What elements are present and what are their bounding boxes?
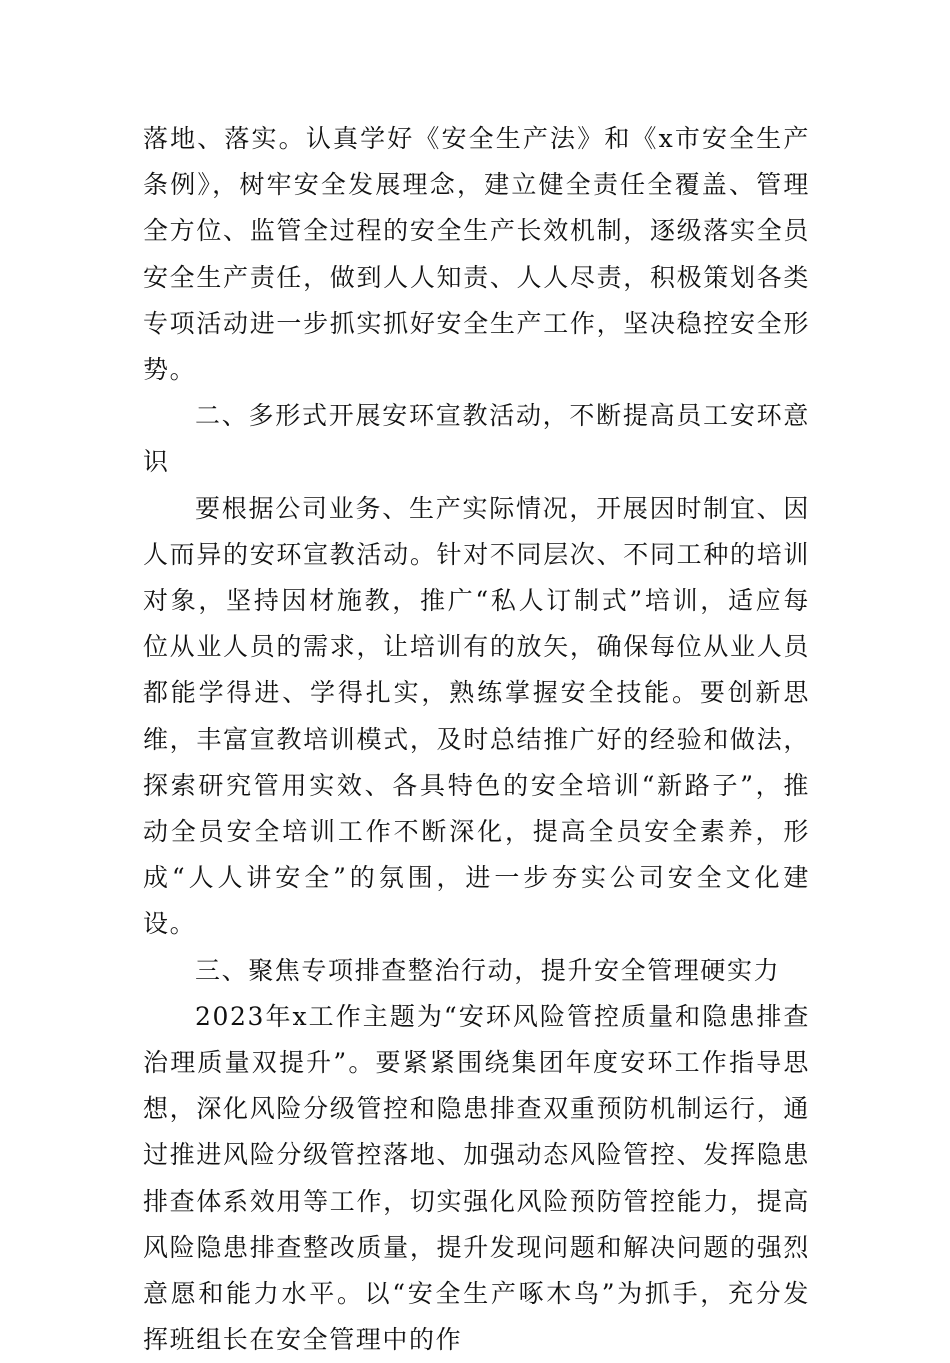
paragraph-risk-control: 2023年x工作主题为“安环风险管控质量和隐患排查治理质量双提升”。要紧紧围绕集团年度安环工作指导思想，深化风险分级管控和隐患排查双重预防机制运行，通过推进风险分级管控落地、加强动态风险管控、发挥隐患排查体系效用等工作，切实强化风险预防管控能力，提高风险隐患排查整改质量，提升发现问题和解决问题的强烈意愿和能力水平。以“安全生产啄木鸟”为抓手，充分发挥班组长在安全管理中的作 (143, 1001, 810, 1355)
paragraph-training: 要根据公司业务、生产实际情况，开展因时制宜、因人而异的安环宣教活动。针对不同层次、不同工种的培训对象，坚持因材施教，推广“私人订制式”培训，适应每位从业人员的需求，让培训有的放矢，确保每位从业人员都能学得进、学得扎实，熟练掌握安全技能。要创新思维，丰富宣教培训模式，及时总结推广好的经验和做法，探索研究管用实效、各具特色的安全培训“新路子”，推动全员安全培训工作不断深化，提高全员安全素养，形成“人人讲安全”的氛围，进一步夯实公司安全文化建设。 (143, 493, 810, 939)
paragraph-continuation: 落地、落实。认真学好《安全生产法》和《x市安全生产条例》，树牢安全发展理念，建立健全责任全覆盖、管理全方位、监管全过程的安全生产长效机制，逐级落实全员安全生产责任，做到人人知责、人人尽责，积极策划各类专项活动进一步抓实抓好安全生产工作，坚决稳控安全形势。 (143, 124, 810, 385)
section-heading-2: 二、多形式开展安环宣教活动，不断提高员工安环意识 (143, 401, 810, 477)
section-heading-3: 三、聚焦专项排查整治行动，提升安全管理硬实力 (195, 955, 781, 985)
document-body (143, 116, 810, 1363)
